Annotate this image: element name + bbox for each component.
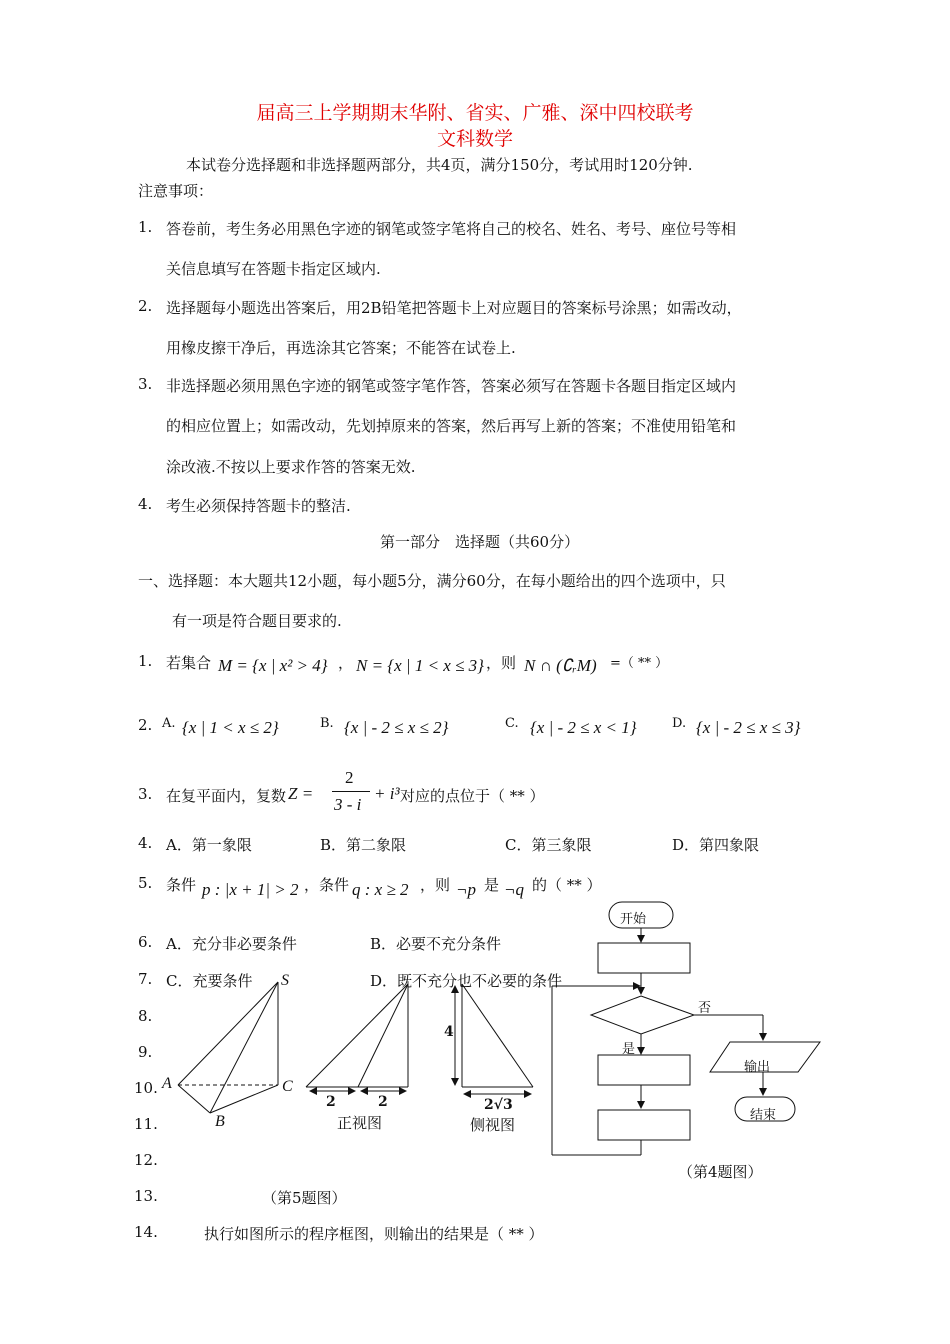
q2-fraction-denominator: 3 - i bbox=[334, 795, 362, 814]
side-view-caption: 侧视图 bbox=[470, 1116, 516, 1134]
notice-1-line-2: 关信息填写在答题卡指定区域内. bbox=[166, 260, 381, 278]
q1-option-b: {x | - 2 ≤ x ≤ 2} bbox=[344, 718, 449, 737]
q3-mid: ，条件 bbox=[304, 876, 350, 894]
q3-not-p: ¬p bbox=[456, 880, 476, 899]
line-number-11: 11. bbox=[134, 1115, 158, 1133]
flow-output-label: 输出 bbox=[744, 1060, 771, 1075]
q1-number: 1. bbox=[138, 652, 153, 670]
q1-then: ，则 bbox=[486, 654, 517, 672]
q3-option-a: A．充分非必要条件 bbox=[166, 935, 297, 953]
q3-number: 5. bbox=[138, 874, 153, 892]
q2-option-c: C．第三象限 bbox=[505, 836, 592, 854]
notice-4-line-1: 考生必须保持答题卡的整洁. bbox=[166, 497, 351, 515]
q3-option-b: B．必要不充分条件 bbox=[370, 935, 502, 953]
flow-start-label: 开始 bbox=[620, 912, 647, 927]
q1-prefix: 若集合 bbox=[166, 654, 212, 672]
q1-option-c-label: C. bbox=[505, 716, 519, 731]
notice-2-line-1: 选择题每小题选出答案后，用2B铅笔把答题卡上对应题目的答案标号涂黑；如需改动， bbox=[166, 299, 742, 317]
q1-set-n: N = {x | 1 < x ≤ 3} bbox=[356, 656, 484, 675]
q3-condition-p: p : |x + 1| > 2 bbox=[202, 880, 299, 899]
line-number-13: 13. bbox=[134, 1187, 158, 1205]
q3-then: ，则 bbox=[420, 876, 451, 894]
notice-3-num: 3. bbox=[138, 375, 153, 393]
q2-option-d: D．第四象限 bbox=[672, 836, 760, 854]
q1-expression: N ∩ (∁ᵣM) bbox=[524, 656, 597, 675]
q2-plus-i-cubed: + i³ bbox=[374, 784, 400, 803]
q1-option-b-label: B. bbox=[320, 716, 334, 731]
line-number-8: 8. bbox=[138, 1007, 153, 1025]
vertex-b-label: B bbox=[215, 1113, 225, 1130]
flow-decision bbox=[591, 996, 694, 1034]
flow-process-1 bbox=[598, 943, 690, 973]
q1-options-number: 2. bbox=[138, 716, 153, 734]
q3-tail: 的（ ** ） bbox=[532, 876, 602, 894]
line-number-9: 9. bbox=[138, 1043, 153, 1061]
exam-intro: 本试卷分选择题和非选择题两部分，共4页，满分150分，考试用时120分钟. bbox=[186, 156, 693, 174]
flow-process-3 bbox=[598, 1110, 690, 1140]
q3-option-c: C．充要条件 bbox=[166, 972, 253, 990]
q2-option-a: A．第一象限 bbox=[166, 836, 252, 854]
q1-option-c: {x | - 2 ≤ x < 1} bbox=[530, 718, 637, 737]
notice-3-line-1: 非选择题必须用黑色字迹的钢笔或签字笔作答，答案必须写在答题卡各题目指定区域内 bbox=[166, 377, 737, 395]
vertex-c-label: C bbox=[282, 1078, 293, 1095]
q3-not-q: ¬q bbox=[504, 880, 524, 899]
q3-options-row1-number: 6. bbox=[138, 933, 153, 951]
part1-instruction-1: 一、选择题：本大题共12小题，每小题5分，满分60分，在每小题给出的四个选项中，只 bbox=[138, 572, 726, 590]
front-dim-right: 2 bbox=[378, 1094, 388, 1110]
q3-condition-q: q : x ≥ 2 bbox=[352, 880, 409, 899]
side-dim-base: 2√3 bbox=[484, 1097, 513, 1113]
q1-answer-blank: =（ ** ） bbox=[610, 656, 669, 671]
q4-text: 执行如图所示的程序框图，则输出的结果是（ ** ） bbox=[204, 1225, 544, 1243]
exam-subtitle: 文科数学 bbox=[436, 128, 513, 150]
q2-option-b: B．第二象限 bbox=[320, 836, 407, 854]
q2-number: 3. bbox=[138, 785, 153, 803]
part1-heading: 第一部分 选择题（共60分） bbox=[380, 533, 580, 551]
front-view-caption: 正视图 bbox=[337, 1114, 383, 1132]
q3-is: 是 bbox=[484, 876, 500, 894]
q2-prefix: 在复平面内，复数 bbox=[166, 787, 287, 805]
flow-no-label: 否 bbox=[698, 1001, 712, 1016]
vertex-s-label: S bbox=[281, 972, 289, 989]
line-number-10: 10. bbox=[134, 1079, 158, 1097]
vertex-a-label: A bbox=[162, 1075, 172, 1092]
q2-tail: 对应的点位于（ ** ） bbox=[400, 787, 545, 805]
line-number-12: 12. bbox=[134, 1151, 158, 1169]
flow-yes-label: 是 bbox=[622, 1042, 636, 1057]
notice-2-num: 2. bbox=[138, 297, 153, 315]
q1-set-m: M = {x | x² > 4} bbox=[218, 656, 328, 675]
side-view bbox=[455, 984, 533, 1094]
front-view bbox=[306, 984, 408, 1091]
q2-fraction-numerator: 2 bbox=[345, 768, 354, 787]
q3-options-row2-number: 7. bbox=[138, 970, 153, 988]
q1-comma: ， bbox=[338, 654, 354, 672]
notice-1-line-1: 答卷前，考生务必用黑色字迹的钢笔或签字笔将自己的校名、姓名、考号、座位号等相 bbox=[166, 220, 737, 238]
part1-instruction-2: 有一项是符合题目要求的. bbox=[172, 612, 342, 630]
exam-title: 届高三上学期期末华附、省实、广雅、深中四校联考 bbox=[256, 102, 694, 124]
notice-1-num: 1. bbox=[138, 218, 153, 236]
front-dim-left: 2 bbox=[326, 1094, 336, 1110]
flow-process-2 bbox=[598, 1055, 690, 1085]
figure-4-caption: （第4题图） bbox=[678, 1163, 763, 1181]
q2-options-number: 4. bbox=[138, 834, 153, 852]
notice-3-line-2: 的相应位置上；如需改动，先划掉原来的答案，然后再写上新的答案；不准使用铅笔和 bbox=[166, 417, 737, 435]
pyramid-sab-c bbox=[178, 982, 278, 1113]
notice-2-line-2: 用橡皮擦干净后，再选涂其它答案；不能答在试卷上. bbox=[166, 339, 516, 357]
q2-z-lhs: Z = bbox=[288, 784, 314, 803]
q4-number: 14. bbox=[134, 1223, 158, 1241]
q1-option-a: {x | 1 < x ≤ 2} bbox=[182, 718, 279, 737]
q1-option-d: {x | - 2 ≤ x ≤ 3} bbox=[696, 718, 801, 737]
q3-prefix: 条件 bbox=[166, 876, 197, 894]
q1-option-a-label: A. bbox=[162, 716, 176, 731]
figure-5-caption: （第5题图） bbox=[262, 1189, 347, 1207]
q1-option-d-label: D. bbox=[672, 716, 687, 731]
flow-end-label: 结束 bbox=[750, 1108, 777, 1123]
notice-4-num: 4. bbox=[138, 495, 153, 513]
q2-fraction-bar bbox=[332, 791, 370, 792]
side-dim-height: 4 bbox=[444, 1024, 454, 1040]
q3-option-d: D．既不充分也不必要的条件 bbox=[370, 972, 563, 990]
notice-heading: 注意事项： bbox=[138, 182, 214, 200]
notice-3-line-3: 涂改液.不按以上要求作答的答案无效. bbox=[166, 458, 416, 476]
